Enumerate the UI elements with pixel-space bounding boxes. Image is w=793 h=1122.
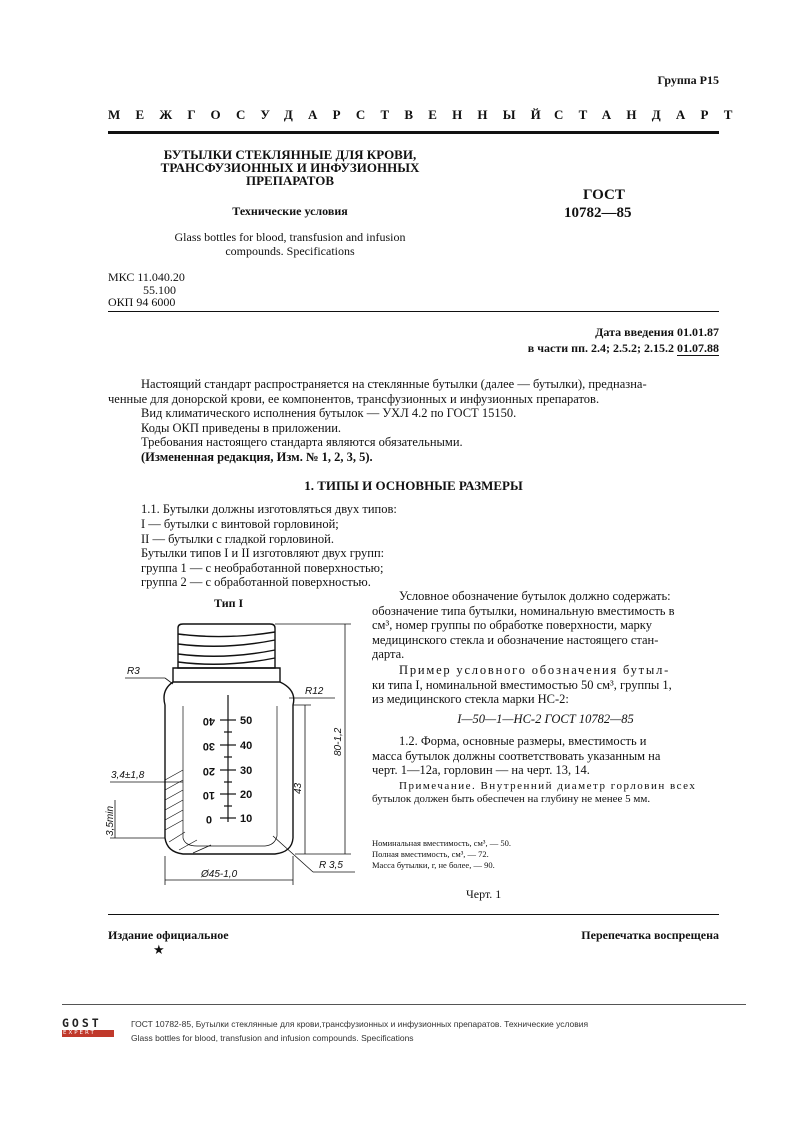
partial-date: в части пп. 2.4; 2.5.2; 2.15.2 01.07.88 — [527, 341, 719, 355]
dim-43: 43 — [293, 782, 304, 794]
designation-text: Условное обозначение бутылок должно содержать: обозначение типа бутылки, номинальную вместимость в см³, номер группы по обработке поверхности, марку медицинского стекла и обозначение настоящего стан- дарта. — [372, 589, 675, 661]
banner-left: МЕЖГОСУДАРСТВЕННЫЙ — [108, 107, 556, 122]
scale-label-50: 50 — [240, 715, 253, 727]
title-ru: БУТЫЛКИ СТЕКЛЯННЫЕ ДЛЯ КРОВИ, ТРАНСФУЗИОННЫХ И ИНФУЗИОННЫХ ПРЕПАРАТОВ — [160, 147, 420, 188]
figure-caption: Черт. 1 — [466, 887, 502, 901]
header-rule — [108, 131, 719, 134]
scale-inv-label-40: 40 — [202, 715, 215, 727]
bottle-specs: Номинальная вместимость, см³, — 50. Полная вместимость, см³, — 72. Масса бутылки, г, не более, — 90. — [372, 838, 511, 870]
intro-date: Дата введения 01.01.87 — [595, 325, 719, 339]
example-text: Пример условного обозначения бутыл- ки типа I, номинальной вместимостью 50 см³, группы 1, из медицинского стекла марки НС-2: — [372, 663, 672, 706]
mks-code-2: 55.100 — [143, 283, 176, 297]
dim-3-5min: 3,5min — [105, 805, 116, 836]
bottom-rule — [108, 914, 719, 915]
dim-r12: R12 — [305, 686, 324, 697]
scale-inv-label-30: 30 — [202, 740, 215, 752]
gost-expert-logo[interactable]: GOST EXPERT — [62, 1017, 114, 1037]
section1-types: 1.1. Бутылки должны изготовляться двух типов: — [141, 502, 397, 516]
clause-1-2: 1.2. Форма, основные размеры, вместимость и масса бутылок должны соответствовать указанным на черт. 1—12а, горловин — на черт. 13, 14. — [372, 734, 661, 777]
edition-label: Издание официальное — [108, 928, 229, 942]
reprint-label: Перепечатка воспрещена — [581, 928, 719, 942]
section-heading: 1. ТИПЫ И ОСНОВНЫЕ РАЗМЕРЫ — [304, 478, 523, 493]
dim-height: 80-1,2 — [333, 727, 344, 756]
footer-text: ГОСТ 10782-85, Бутылки стеклянные для крови,трансфузионных и инфузионных препаратов. Технические условия Glass bottles for blood, transfusion and infusion compounds. Specifications — [131, 1019, 589, 1043]
gost-number: 10782—85 — [564, 205, 632, 221]
codes-rule — [108, 311, 719, 312]
scale-inv-label-20: 20 — [202, 765, 215, 777]
note: Примечание. Внутренний диаметр горловин всех бутылок должен быть обеспечен на глубину не менее 5 мм. — [372, 780, 697, 805]
bottle-drawing — [105, 610, 365, 895]
scale-label-40: 40 — [240, 740, 253, 752]
okp-code: ОКП 94 6000 — [108, 295, 176, 309]
figure-title: Тип I — [214, 596, 244, 610]
scale-inv-label-0: 0 — [205, 813, 212, 825]
dim-r35: R 3,5 — [319, 860, 343, 871]
scale-label-20: 20 — [240, 789, 253, 801]
group-label: Группа Р15 — [657, 73, 719, 87]
intro-text: Настоящий стандарт распространяется на стеклянные бутылки (далее — бутылки), предназна- ченные для донорской крови, ее компонентов, трансфузионных и инфузионных препаратов. Вид климатического исполнения бутылок — УХЛ 4.2 по ГОСТ 15150. Коды ОКП приведены в приложении. Требования настоящего стандарта являются обязательными. (Измененная редакция, Изм. № 1, 2, 3, 5). — [108, 377, 647, 464]
mks-code: МКС 11.040.20 — [108, 270, 185, 284]
gost-label: ГОСТ — [583, 187, 625, 203]
dim-3-4: 3,4±1,8 — [111, 770, 145, 781]
section1-list: I — бутылки с винтовой горловиной; II — бутылки с гладкой горловиной. Бутылки типов I и II изготовляют двух групп: группа 1 — с необработанной поверхностью; группа 2 — с обработанной поверхностью. — [141, 517, 385, 589]
title-en: Glass bottles for blood, transfusion and infusion compounds. Specifications — [174, 230, 406, 258]
title-subtitle: Технические условия — [232, 204, 348, 218]
star-icon: ★ — [153, 942, 165, 957]
scale-label-10: 10 — [240, 813, 253, 825]
example-designation: I—50—1—НС-2 ГОСТ 10782—85 — [457, 712, 634, 726]
footer-rule — [62, 1004, 746, 1005]
banner-right: СТАНДАРТ — [554, 107, 748, 122]
dim-r3: R3 — [127, 666, 140, 677]
scale-inv-label-10: 10 — [202, 789, 215, 801]
dim-diameter: Ø45-1,0 — [201, 869, 238, 880]
scale-label-30: 30 — [240, 765, 253, 777]
